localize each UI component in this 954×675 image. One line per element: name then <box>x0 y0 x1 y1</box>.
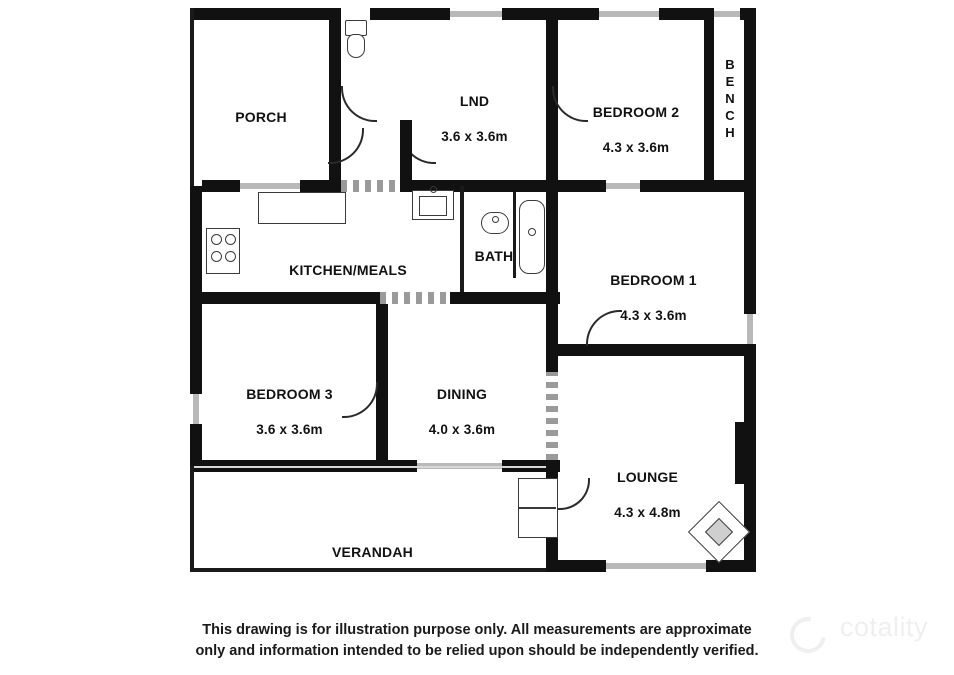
wall-top-seg-a <box>370 8 450 20</box>
room-label-lounge <box>580 450 715 540</box>
window-mid-bed1 <box>606 183 640 189</box>
room-label-lnd <box>412 74 537 164</box>
door-lounge-panel-line <box>518 507 556 509</box>
disclaimer <box>0 620 954 662</box>
wall-left-porch <box>190 8 194 186</box>
door-hall-a <box>328 128 364 164</box>
wall-bed2-bench <box>704 8 714 186</box>
wall-left-verandah <box>190 466 194 572</box>
verandah-name: VERANDAH <box>332 544 413 560</box>
wall-top-seg-c <box>659 8 704 20</box>
bedroom-1-dims: 4.3 x 3.6m <box>620 308 687 323</box>
wall-left-kitchen <box>190 186 202 298</box>
basin-tap <box>492 216 499 223</box>
opening-porch-hall <box>341 180 400 192</box>
bathtub-drain <box>528 228 536 236</box>
window-top-lnd <box>450 11 502 17</box>
disclaimer-line-1: This drawing is for illustration purpose only. All measurements are approximate <box>202 622 752 638</box>
bedroom-1-name: BEDROOM 1 <box>610 272 697 288</box>
verandah-rail <box>194 466 546 468</box>
wall-left-bed3-lower <box>190 424 202 472</box>
window-left-bed3 <box>193 394 199 424</box>
bath-name: BATH <box>474 248 514 264</box>
bedroom-3-dims: 3.6 x 3.6m <box>256 422 323 437</box>
wall-mid-top-d <box>558 180 606 192</box>
cooktop <box>206 228 240 274</box>
room-label-bedroom-1 <box>586 253 721 343</box>
laundry-tap <box>430 186 437 193</box>
toilet-bowl <box>347 34 365 58</box>
door-lnd-top <box>341 86 377 122</box>
window-top-bed2 <box>599 11 659 17</box>
room-label-bath <box>464 229 524 283</box>
cooktop-burner-1 <box>211 234 222 245</box>
bedroom-3-name: BEDROOM 3 <box>246 386 333 402</box>
room-label-porch <box>196 90 326 144</box>
lnd-name: LND <box>459 93 490 109</box>
laundry-trough-bowl <box>419 196 447 216</box>
watermark-text: cotality <box>839 612 928 642</box>
dining-name: DINING <box>436 386 488 402</box>
disclaimer-line-2: only and information intended to be relied upon should be independently verified. <box>195 643 759 659</box>
lounge-name: LOUNGE <box>616 469 679 485</box>
kitchen-bench <box>258 192 346 224</box>
wall-bath-right <box>546 186 558 356</box>
lnd-dims: 3.6 x 3.6m <box>441 129 508 144</box>
opening-dining-lounge <box>546 372 558 460</box>
window-mid-kitchen <box>240 183 300 189</box>
wall-right-mid <box>744 186 756 314</box>
cooktop-burner-2 <box>225 234 236 245</box>
wall-porch-lnd <box>329 8 341 120</box>
lounge-dims: 4.3 x 4.8m <box>614 505 681 520</box>
room-label-bedroom-3 <box>222 367 357 457</box>
wall-hall-stub <box>400 120 412 186</box>
wall-left-bed3-upper <box>190 298 202 394</box>
room-label-verandah <box>300 525 445 579</box>
porch-name: PORCH <box>235 109 287 125</box>
dining-dims: 4.0 x 3.6m <box>428 422 496 437</box>
wall-bottom-lounge-right <box>706 560 756 572</box>
bedroom-2-dims: 4.3 x 3.6m <box>602 140 670 155</box>
wall-mid-top-b <box>300 180 344 192</box>
cooktop-burner-4 <box>225 251 236 262</box>
wall-kitchen-bottom-b <box>450 292 560 304</box>
wall-right-lounge-door <box>735 422 756 484</box>
window-right-bed1 <box>747 314 753 344</box>
wall-right-upper <box>744 8 756 186</box>
cooktop-burner-3 <box>211 251 222 262</box>
room-label-kitchen-meals <box>258 243 438 297</box>
bedroom-2-name: BEDROOM 2 <box>592 104 680 120</box>
kitchen-meals-name: KITCHEN/MEALS <box>289 262 407 278</box>
room-label-bedroom-2 <box>570 85 702 175</box>
wall-top-left <box>190 8 335 20</box>
room-label-bench: B E N C H <box>725 57 735 140</box>
room-label-dining <box>398 367 526 457</box>
wall-mid-top-e <box>640 180 750 192</box>
window-bottom-lounge <box>606 563 706 569</box>
wall-mid-top-a <box>202 180 240 192</box>
